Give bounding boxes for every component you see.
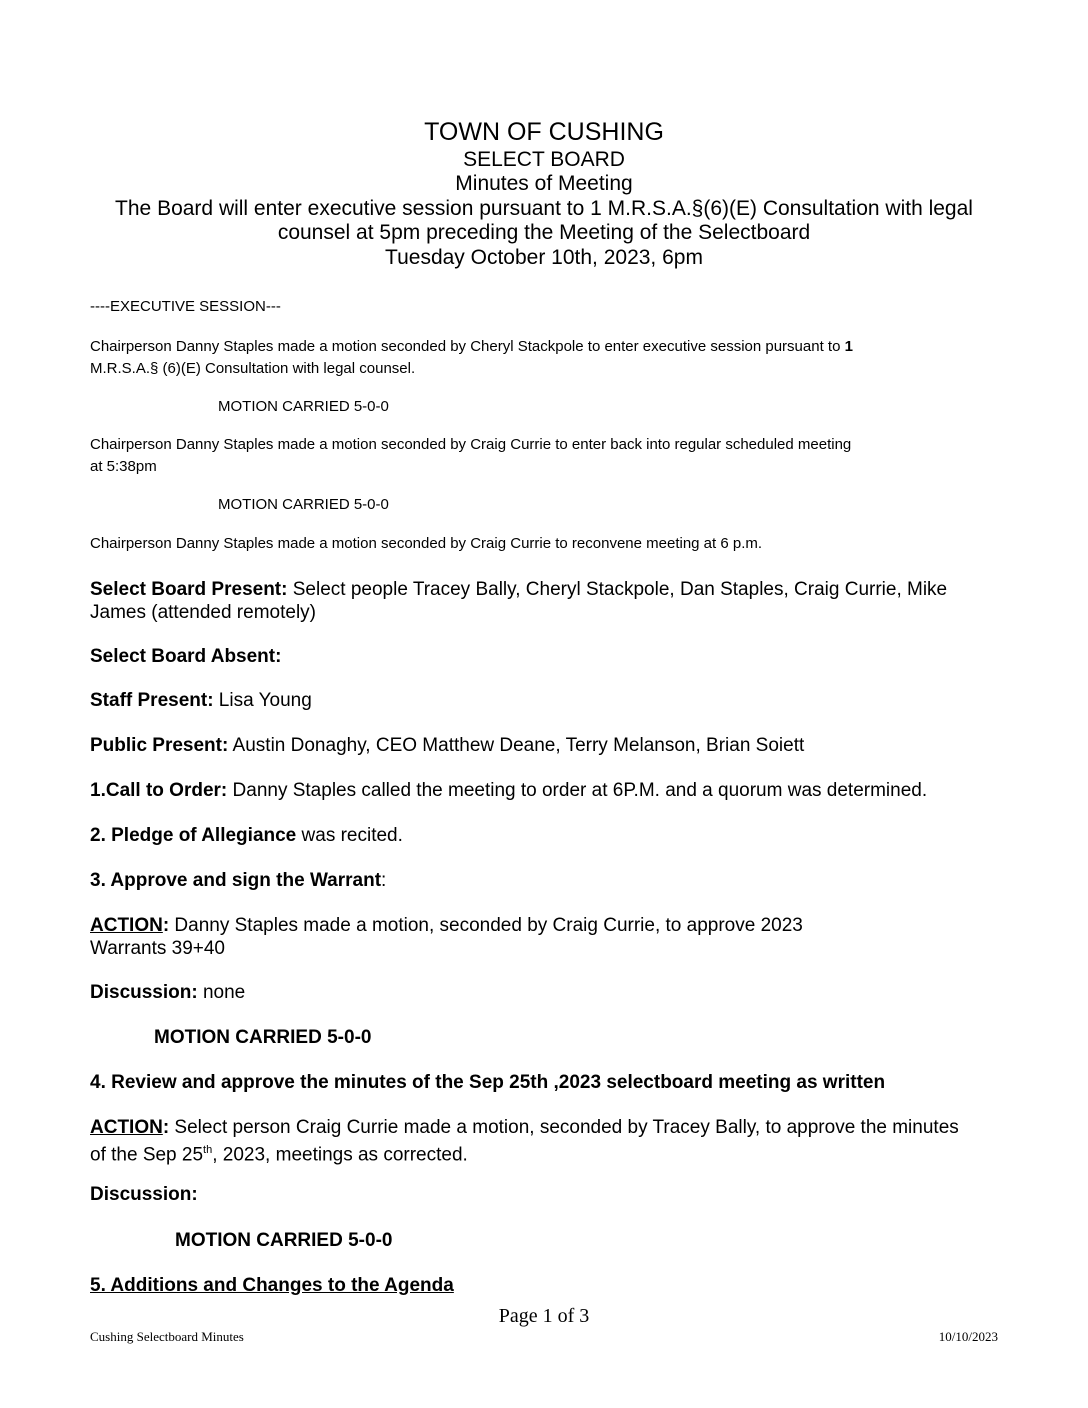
board-present bbox=[90, 578, 1000, 624]
action-2-text: Select person Craig Currie made a motion, seconded by Tracey Bally, to approve the minutes bbox=[169, 1117, 959, 1138]
review-minutes-heading bbox=[90, 1071, 1000, 1094]
motion-result-3 bbox=[154, 1026, 371, 1049]
meeting-date: Tuesday October 10th, 2023, 6pm bbox=[385, 246, 703, 269]
exec-motion-2-result: MOTION CARRIED 5-0-0 bbox=[218, 496, 389, 513]
action-1-colon: : bbox=[162, 915, 170, 936]
warrant-colon: : bbox=[381, 870, 387, 891]
call-to-order-value: Danny Staples called the meeting to order at 6P.M. and a quorum was determined. bbox=[227, 780, 928, 801]
staff-present-label: Staff Present: bbox=[90, 690, 214, 711]
discussion-1-label: Discussion: bbox=[90, 982, 198, 1003]
footer-date: 10/10/2023 bbox=[938, 1329, 998, 1344]
exec-motion-1-text: Chairperson Danny Staples made a motion seconded by Cheryl Stackpole to enter executive session pursuant to bbox=[90, 338, 845, 355]
call-to-order bbox=[90, 779, 1000, 802]
action-2-line2a: of the Sep 25 bbox=[90, 1144, 204, 1166]
action-2-line2b: , 2023, meetings as corrected. bbox=[212, 1144, 468, 1166]
board-absent-label: Select Board Absent: bbox=[90, 646, 282, 667]
exec-notice-line1: The Board will enter executive session pursuant to 1 M.R.S.A.§(6)(E) Consultation with legal bbox=[115, 197, 973, 220]
warrant-label: 3. Approve and sign the Warrant bbox=[90, 870, 382, 891]
motion-result-3-text: MOTION CARRIED 5-0-0 bbox=[154, 1027, 372, 1048]
action-2-label: ACTION bbox=[90, 1117, 163, 1138]
public-present bbox=[90, 734, 1000, 757]
review-minutes-text: 4. Review and approve the minutes of the Sep 25th ,2023 selectboard meeting as written bbox=[90, 1072, 886, 1093]
action-1-line2: Warrants 39+40 bbox=[90, 938, 226, 959]
board-present-label: Select Board Present: bbox=[90, 579, 288, 600]
additions-heading bbox=[90, 1274, 1000, 1297]
pledge-label: 2. Pledge of Allegiance bbox=[90, 825, 297, 846]
staff-present bbox=[90, 689, 1000, 712]
exec-motion-2 bbox=[90, 434, 1000, 478]
exec-session-heading: ----EXECUTIVE SESSION--- bbox=[90, 298, 281, 315]
exec-motion-1 bbox=[90, 336, 1000, 380]
exec-motion-2-line2: at 5:38pm bbox=[90, 458, 157, 475]
action-2-colon: : bbox=[162, 1117, 170, 1138]
warrant-heading bbox=[90, 869, 1000, 892]
additions-heading-text: 5. Additions and Changes to the Agenda bbox=[90, 1275, 454, 1296]
action-2 bbox=[90, 1116, 1000, 1166]
exec-motion-3: Chairperson Danny Staples made a motion seconded by Craig Currie to reconvene meeting at 6 p.m. bbox=[90, 535, 763, 552]
page-title: TOWN OF CUSHING bbox=[424, 118, 664, 146]
exec-notice-line2: counsel at 5pm preceding the Meeting of the Selectboard bbox=[277, 221, 811, 244]
board-present-value: Select people Tracey Bally, Cheryl Stackpole, Dan Staples, Craig Currie, Mike bbox=[287, 579, 948, 600]
exec-motion-1-line2: M.R.S.A.§ (6)(E) Consultation with legal counsel. bbox=[90, 360, 416, 377]
board-name: SELECT BOARD bbox=[463, 148, 625, 171]
action-1-label: ACTION bbox=[90, 915, 163, 936]
footer-left: Cushing Selectboard Minutes bbox=[90, 1329, 244, 1344]
discussion-2-label: Discussion: bbox=[90, 1184, 198, 1205]
motion-result-4 bbox=[175, 1229, 392, 1252]
discussion-1-value: none bbox=[197, 982, 246, 1003]
pledge bbox=[90, 824, 1000, 847]
document-subtitle: Minutes of Meeting bbox=[455, 172, 633, 195]
exec-motion-2-line1: Chairperson Danny Staples made a motion seconded by Craig Currie to enter back into regular scheduled meeting bbox=[90, 436, 852, 453]
action-1 bbox=[90, 914, 1000, 960]
action-2-sup: th bbox=[203, 1144, 213, 1156]
board-present-line2: James (attended remotely) bbox=[90, 602, 316, 623]
pledge-value: was recited. bbox=[296, 825, 403, 846]
exec-motion-1-bold: 1 bbox=[844, 338, 853, 355]
exec-motion-1-result: MOTION CARRIED 5-0-0 bbox=[218, 398, 389, 415]
discussion-2 bbox=[90, 1183, 1000, 1206]
action-1-text: Danny Staples made a motion, seconded by Craig Currie, to approve 2023 bbox=[169, 915, 803, 936]
board-absent bbox=[90, 645, 1000, 668]
page-number: Page 1 of 3 bbox=[498, 1305, 590, 1327]
motion-result-4-text: MOTION CARRIED 5-0-0 bbox=[175, 1230, 393, 1251]
public-present-value: Austin Donaghy, CEO Matthew Deane, Terry Melanson, Brian Soiett bbox=[228, 735, 805, 756]
staff-present-value: Lisa Young bbox=[213, 690, 312, 711]
call-to-order-label: 1.Call to Order: bbox=[90, 780, 228, 801]
public-present-label: Public Present: bbox=[90, 735, 229, 756]
discussion-1 bbox=[90, 981, 1000, 1004]
